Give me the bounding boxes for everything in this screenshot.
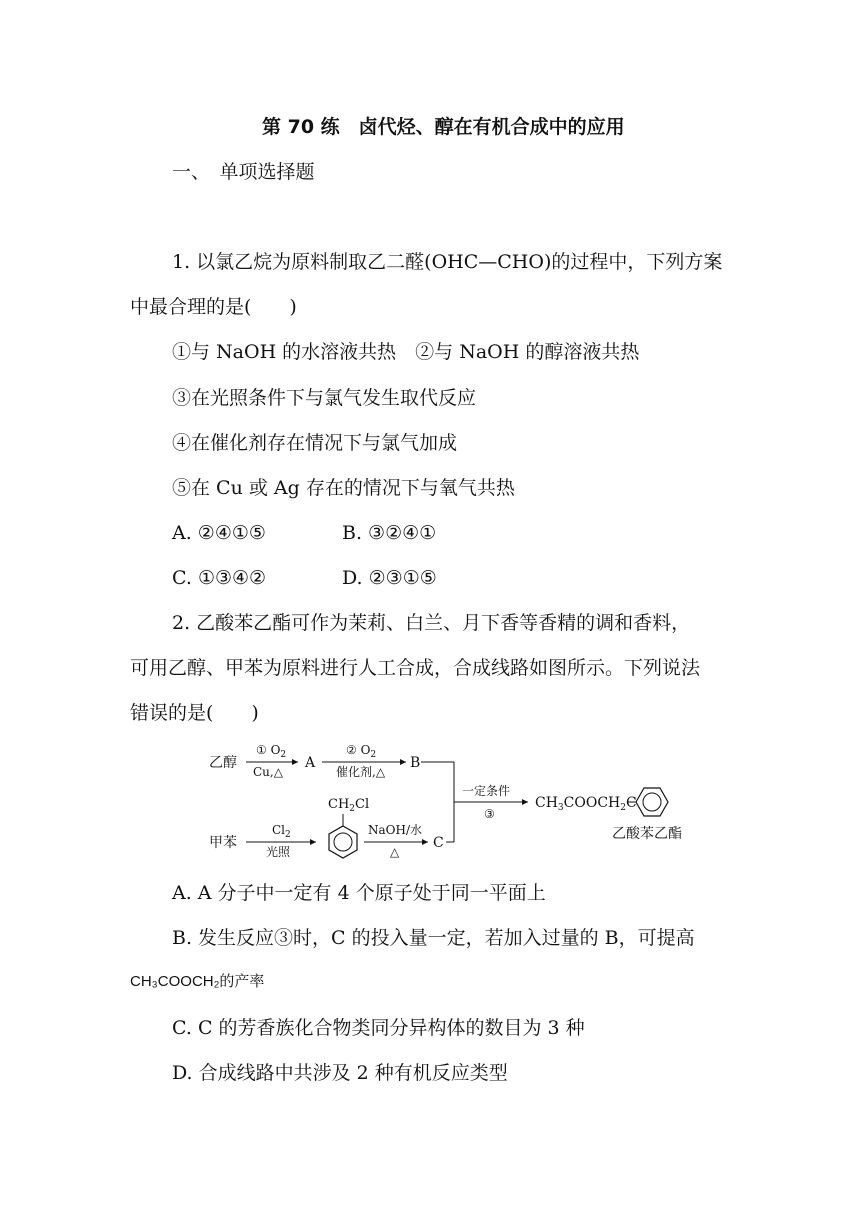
- q2-option-d: D. 合成线路中共涉及 2 种有机反应类型: [172, 1062, 508, 1084]
- product-ch: CH: [535, 795, 558, 811]
- step-1-reagent: ① O: [256, 743, 281, 757]
- product-name: 乙酸苯乙酯: [612, 826, 682, 842]
- q2-option-b-line-1: B. 发生反应③时，C 的投入量一定，若加入过量的 B，可提高: [172, 927, 695, 949]
- benzyl-chloride-cl: Cl: [355, 797, 370, 812]
- ethanol-label: 乙醇: [209, 755, 237, 771]
- product-aromatic-circle-icon: [643, 793, 661, 811]
- q1-stem-line-1: 1. 以氯乙烷为原料制取乙二醛(OHC—CHO)的过程中，下列方案: [172, 251, 723, 273]
- toluene-label: 甲苯: [209, 835, 237, 851]
- product-cooch: COOCH: [563, 795, 621, 811]
- arrowhead-step-3: [522, 799, 528, 805]
- compound-c: C: [433, 835, 444, 851]
- compound-a: A: [305, 755, 316, 771]
- q2-option-b-line-2: CH₃COOCH₂的产率: [130, 973, 265, 990]
- aromatic-circle-icon: [334, 833, 352, 851]
- q2-stem-line-3: 错误的是( ): [130, 702, 259, 724]
- svg-text:② O2: [346, 743, 376, 760]
- q1-stem-line-2: 中最合理的是( ): [130, 296, 297, 318]
- step-2-reagent-sub: 2: [370, 750, 377, 760]
- benzyl-chloride-sub: 2: [349, 804, 356, 814]
- step-1-condition: Cu,△: [253, 765, 283, 779]
- svg-text:Cl2: [272, 823, 291, 840]
- q1-step-line-4: ⑤在 Cu 或 Ag 存在的情况下与氧气共热: [172, 477, 515, 499]
- step-2-condition: 催化剂,△: [336, 765, 386, 779]
- q1-step-line-2: ③在光照条件下与氯气发生取代反应: [172, 387, 477, 409]
- compound-b: B: [410, 755, 421, 771]
- arrowhead-step-1: [292, 759, 298, 765]
- step-4-reagent: Cl: [272, 823, 286, 837]
- step-4-condition: 光照: [266, 845, 291, 859]
- q1-step-line-1: ①与 NaOH 的水溶液共热 ②与 NaOH 的醇溶液共热: [172, 341, 640, 363]
- step-5-reagent: NaOH/水: [368, 823, 423, 837]
- arrowhead-step-5: [422, 839, 428, 845]
- q1-option-b: B. ③②④①: [342, 522, 437, 544]
- product-benzene-ring-icon: [636, 788, 668, 816]
- svg-text:CH2Cl: [328, 797, 369, 814]
- svg-text:CH3COOCH2C: [535, 795, 637, 813]
- q1-step-line-3: ④在催化剂存在情况下与氯气加成: [172, 432, 458, 454]
- product-sub-2: 2: [620, 803, 626, 813]
- product-sub-1: 3: [557, 803, 564, 813]
- q2-option-a: A. A 分子中一定有 4 个原子处于同一平面上: [172, 882, 546, 904]
- step-4-reagent-sub: 2: [285, 830, 291, 840]
- step-5-condition: △: [390, 845, 400, 859]
- q1-option-c: C. ①③④②: [172, 567, 267, 589]
- q2-stem-line-1: 2. 乙酸苯乙酯可作为茉莉、白兰、月下香等香精的调和香料，: [172, 612, 691, 634]
- step-3-label: ③: [484, 807, 495, 821]
- step-2-reagent: ② O: [346, 743, 371, 757]
- step-3-condition: 一定条件: [462, 784, 511, 798]
- step-1-reagent-sub: 2: [280, 750, 287, 760]
- section-heading: 一、 单项选择题: [172, 161, 315, 183]
- arrowhead-step-2: [400, 759, 406, 765]
- q1-option-d: D. ②③①⑤: [342, 567, 437, 589]
- product-c: C: [625, 795, 637, 811]
- benzyl-chloride-ch: CH: [328, 797, 350, 812]
- svg-text:① O2: [256, 743, 286, 760]
- benzene-ring-icon: [329, 826, 357, 858]
- page-title: 第 70 练 卤代烃、醇在有机合成中的应用: [262, 116, 625, 138]
- q2-option-c: C. C 的芳香族化合物类同分异构体的数目为 3 种: [172, 1017, 585, 1039]
- arrowhead-step-4: [310, 839, 316, 845]
- q2-stem-line-2: 可用乙醇、甲苯为原料进行人工合成，合成线路如图所示。下列说法: [130, 657, 701, 679]
- q1-option-a: A. ②④①⑤: [172, 522, 266, 544]
